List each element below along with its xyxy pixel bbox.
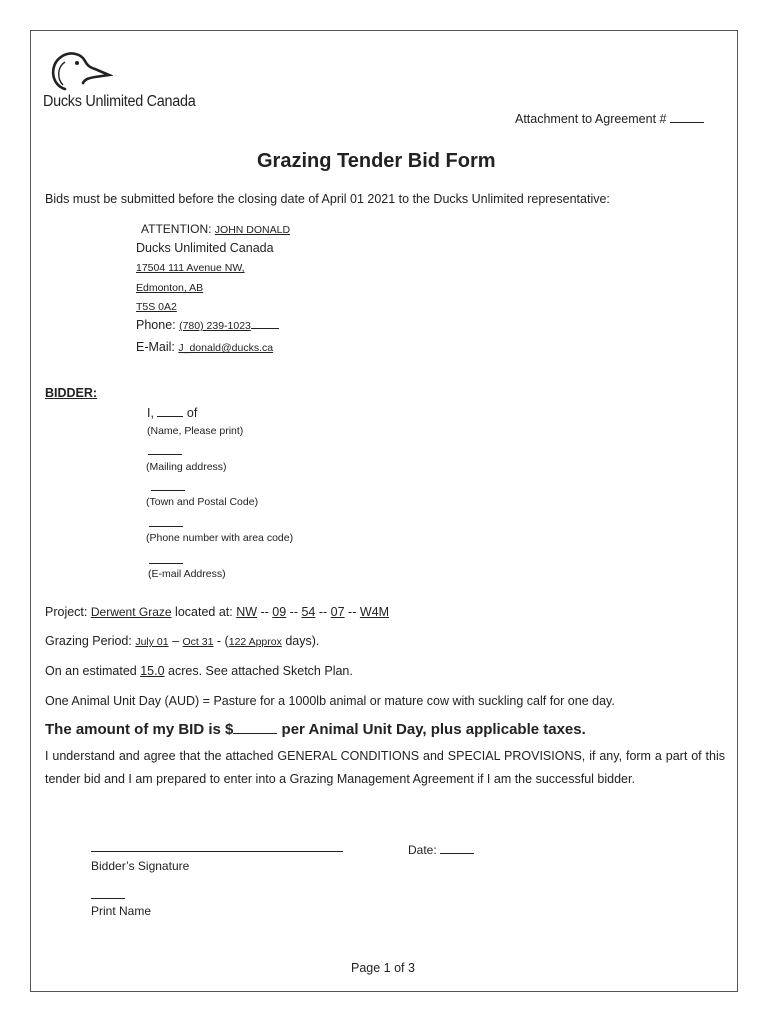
period-days: 122 Approx <box>228 636 282 648</box>
logo-wordmark: Ducks Unlimited Canada <box>43 93 196 110</box>
legal-section: 09 <box>272 605 287 619</box>
attention-line <box>141 222 290 236</box>
email-line <box>136 340 273 354</box>
located-label: located at: <box>171 605 237 619</box>
name-hint: (Name, Please print) <box>147 425 244 437</box>
mailing-address-blank[interactable] <box>148 442 182 455</box>
date-blank[interactable] <box>440 841 474 854</box>
phone-label: Phone: <box>136 318 180 332</box>
print-name-blank[interactable] <box>91 886 125 899</box>
period-end: Oct 31 <box>182 636 214 648</box>
period-dash: – <box>168 634 183 648</box>
i-label: I, <box>147 406 154 420</box>
signature-line[interactable] <box>91 851 343 852</box>
intro-text: Bids must be submitted before the closing date of April 01 2021 to the Ducks Unlimited representative: <box>45 192 610 206</box>
phone-hint: (Phone number with area code) <box>146 532 294 544</box>
attachment-line <box>515 110 704 126</box>
phone-number-blank[interactable] <box>149 514 183 527</box>
date-label: Date: <box>408 843 437 857</box>
period-start: July 01 <box>135 636 169 648</box>
address-postal: T5S 0A2 <box>136 301 177 313</box>
page-number: Page 1 of 3 <box>351 961 415 975</box>
legal-meridian: W4M <box>359 605 390 619</box>
bid-pre: The amount of my BID is $ <box>45 721 234 738</box>
period-mid: - ( <box>213 634 229 648</box>
legal-quarter: NW <box>236 605 258 619</box>
mailing-hint: (Mailing address) <box>146 461 227 473</box>
legal-range: 07 <box>330 605 345 619</box>
address-street: 17504 111 Avenue NW, <box>136 262 245 274</box>
acres-value: 15.0 <box>140 664 165 678</box>
phone-line <box>136 318 279 332</box>
period-tail: days). <box>281 634 320 648</box>
sep-1: -- <box>257 605 273 619</box>
grazing-period-line <box>45 634 319 648</box>
address-city: Edmonton, AB <box>136 282 204 294</box>
bidder-name-blank[interactable] <box>157 404 183 417</box>
print-name-label: Print Name <box>91 904 152 918</box>
email-hint: (E-mail Address) <box>148 568 226 580</box>
acres-post: acres. See attached Sketch Plan. <box>164 664 353 678</box>
phone-underline <box>251 318 279 329</box>
sep-3: -- <box>315 605 331 619</box>
town-hint: (Town and Postal Code) <box>146 496 259 508</box>
attention-name: JOHN DONALD <box>214 224 291 236</box>
of-label: of <box>186 406 198 420</box>
legal-township: 54 <box>301 605 316 619</box>
acres-line <box>45 664 353 678</box>
sep-2: -- <box>286 605 302 619</box>
town-postal-blank[interactable] <box>151 478 185 491</box>
aud-definition: One Animal Unit Day (AUD) = Pasture for a 1000lb animal or mature cow with suckling calf for one day. <box>45 694 615 708</box>
sep-4: -- <box>344 605 360 619</box>
address-org: Ducks Unlimited Canada <box>136 241 274 255</box>
email-value: J_donald@ducks.ca <box>178 342 274 354</box>
email-address-blank[interactable] <box>149 551 183 564</box>
bid-post: per Animal Unit Day, plus applicable taxes. <box>277 721 586 738</box>
acres-pre: On an estimated <box>45 664 141 678</box>
project-label: Project: <box>45 605 91 619</box>
phone-value: (780) 239-1023 <box>179 320 251 332</box>
bidder-heading: BIDDER: <box>45 386 98 400</box>
attachment-label: Attachment to Agreement # <box>515 112 667 126</box>
date-line <box>408 841 474 857</box>
agreement-number-blank[interactable] <box>670 110 704 123</box>
project-line <box>45 605 389 619</box>
document-page <box>30 30 738 992</box>
duck-logo-icon <box>43 45 113 95</box>
attention-label: ATTENTION: <box>141 222 215 236</box>
agreement-paragraph: I understand and agree that the attached GENERAL CONDITIONS and SPECIAL PROVISIONS, if any, form a part of this tender bid and I am prepared to enter into a Grazing Management Agreement if I am the successful bidder. <box>45 749 725 786</box>
email-label: E-Mail: <box>136 340 179 354</box>
bid-amount-blank[interactable] <box>233 719 277 734</box>
period-label: Grazing Period: <box>45 634 136 648</box>
page-title: Grazing Tender Bid Form <box>257 150 496 172</box>
bid-amount-line <box>45 719 586 738</box>
project-name: Derwent Graze <box>90 605 172 619</box>
signature-label: Bidder’s Signature <box>91 859 190 873</box>
bidder-name-line <box>147 404 197 420</box>
